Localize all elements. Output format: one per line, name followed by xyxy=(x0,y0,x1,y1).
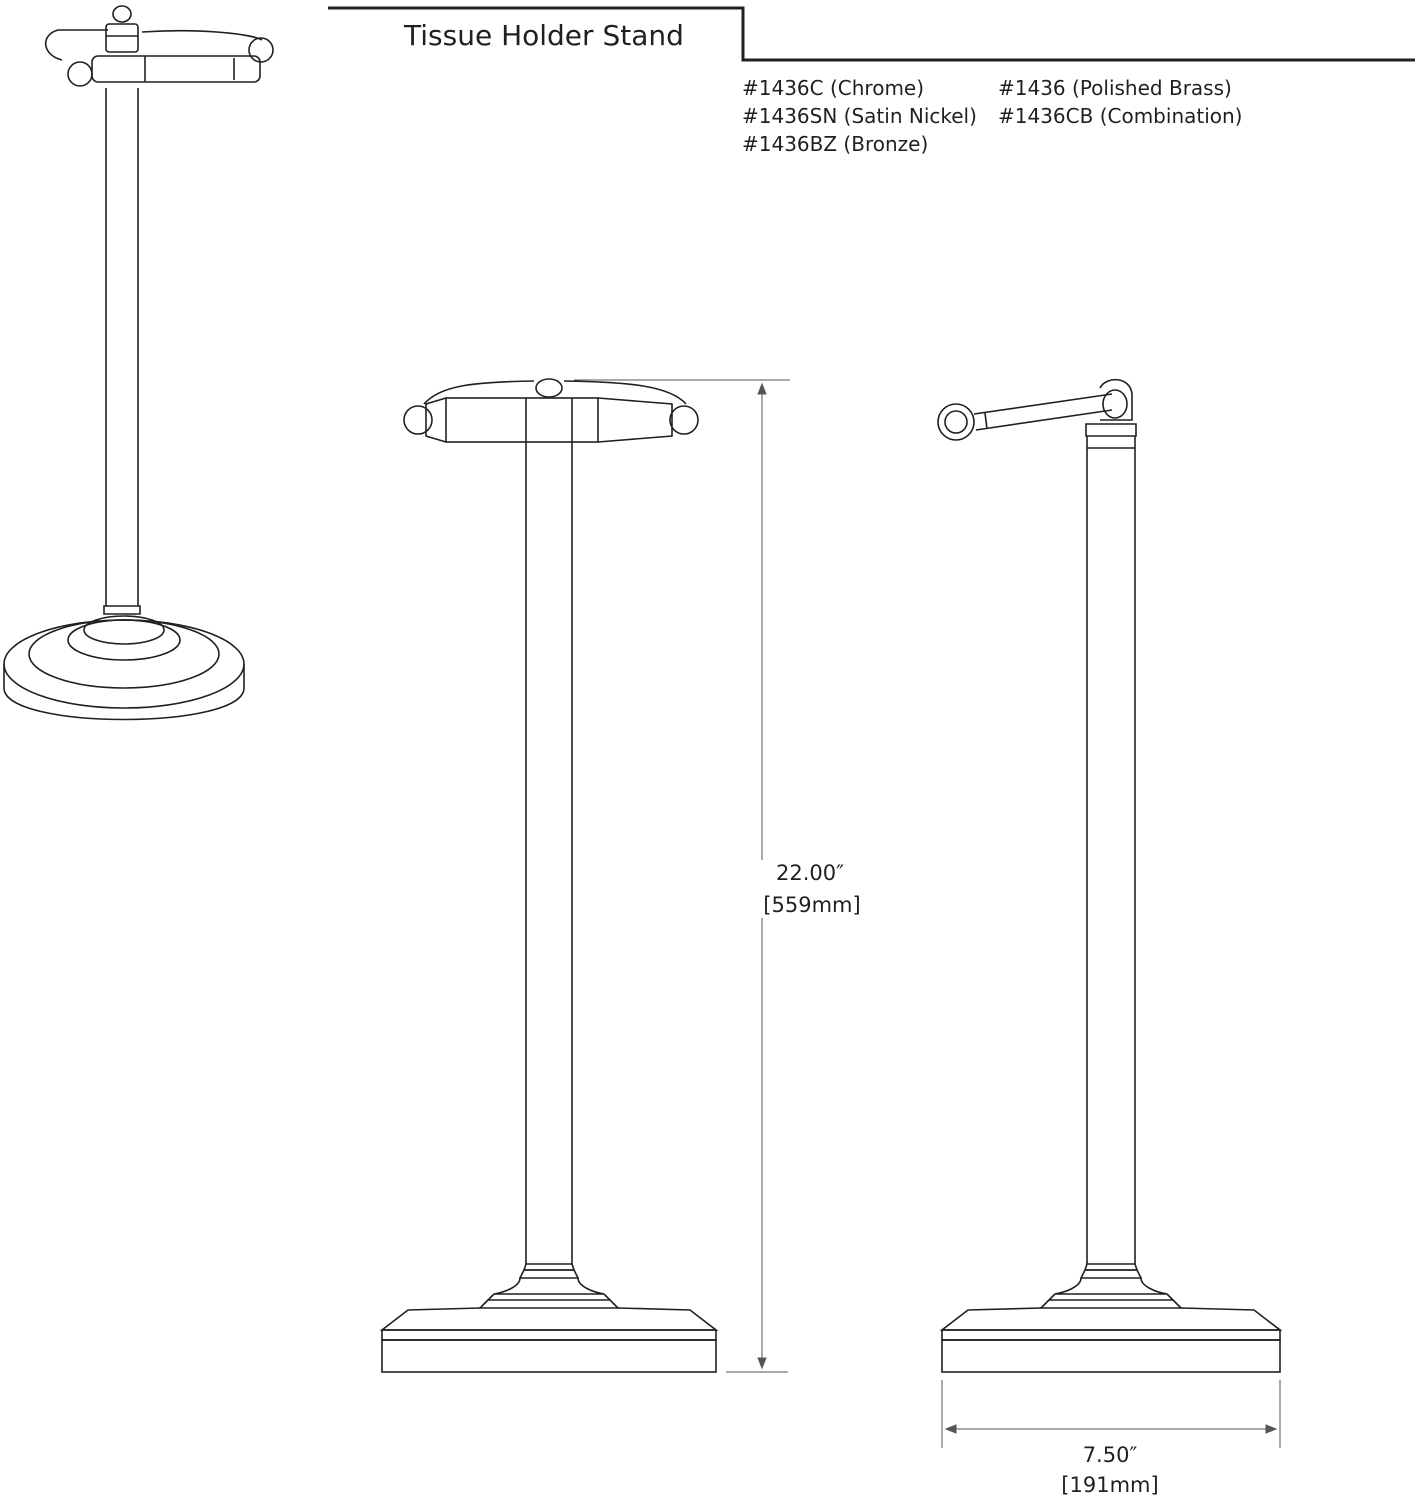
width-dimension xyxy=(942,1380,1280,1448)
perspective-view xyxy=(4,6,273,720)
width-imperial-label: 7.50″ xyxy=(1082,1443,1138,1467)
height-imperial-label: 22.00″ xyxy=(776,861,844,885)
variant-polished-brass: #1436 (Polished Brass) xyxy=(998,76,1232,100)
width-metric-label: [191mm] xyxy=(1061,1473,1159,1497)
variant-satin-nickel: #1436SN (Satin Nickel) xyxy=(742,104,977,128)
page-title: Tissue Holder Stand xyxy=(404,19,684,52)
variant-combination: #1436CB (Combination) xyxy=(998,104,1243,128)
front-view xyxy=(382,379,716,1372)
side-view xyxy=(938,380,1280,1372)
variant-bronze: #1436BZ (Bronze) xyxy=(742,132,929,156)
variant-chrome: #1436C (Chrome) xyxy=(742,76,925,100)
height-metric-label: [559mm] xyxy=(763,893,861,917)
